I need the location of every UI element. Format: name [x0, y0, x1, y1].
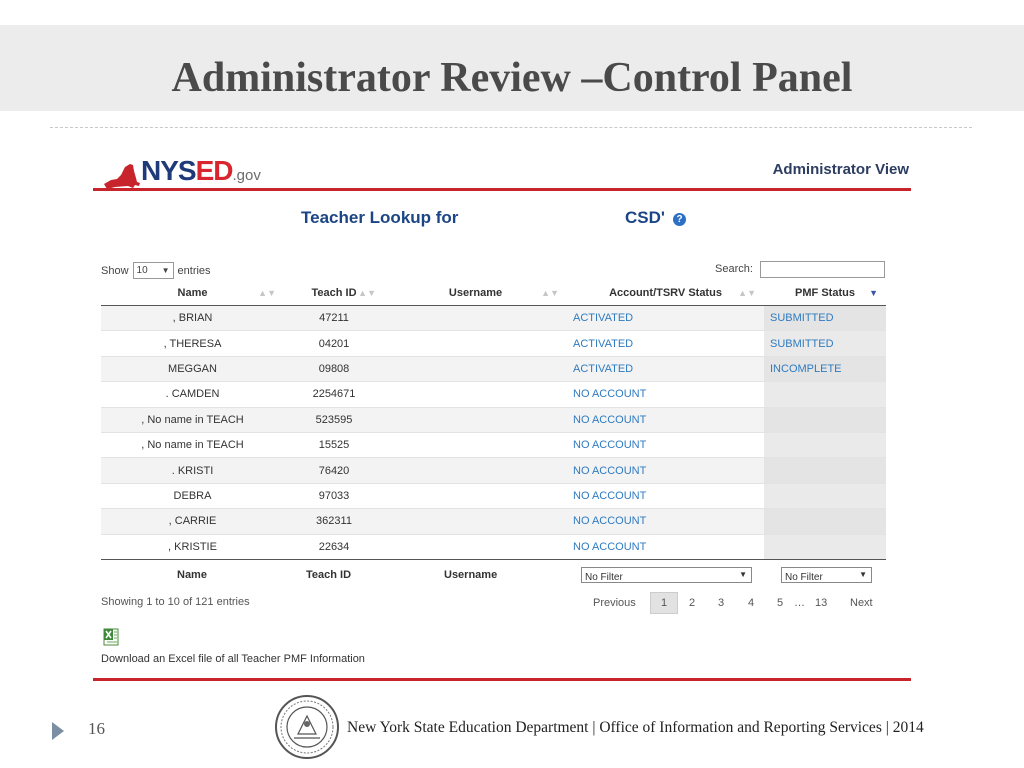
cell-name: , No name in TEACH	[101, 432, 284, 457]
cell-name: , KRISTIE	[101, 534, 284, 559]
dropdown-arrow-icon: ▼	[859, 570, 867, 579]
nysed-logo[interactable]	[103, 156, 261, 190]
table-row[interactable]	[101, 483, 886, 508]
show-label: Show	[101, 264, 129, 277]
page-ellipsis: …	[794, 597, 805, 609]
cell-account-status[interactable]: NO ACCOUNT	[567, 534, 764, 559]
search-input[interactable]	[760, 261, 885, 278]
administrator-view-label: Administrator View	[772, 161, 909, 178]
previous-button[interactable]: Previous	[593, 597, 636, 609]
ny-state-map-icon	[103, 162, 141, 190]
cell-teach-id: 362311	[284, 509, 384, 534]
cell-teach-id: 2254671	[284, 382, 384, 407]
pmf-status-filter[interactable]: No Filter ▼	[781, 567, 872, 583]
cell-username	[384, 331, 567, 356]
cell-name: DEBRA	[101, 483, 284, 508]
cell-username	[384, 356, 567, 381]
column-header-username[interactable]: Username ▲▼	[384, 281, 567, 306]
cell-account-status[interactable]: NO ACCOUNT	[567, 432, 764, 457]
table-header-row	[101, 281, 886, 306]
next-button[interactable]: Next	[850, 597, 873, 609]
cell-account-status[interactable]: NO ACCOUNT	[567, 509, 764, 534]
slide-footer: New York State Education Department | Office of Information and Reporting Services | 2014	[347, 719, 924, 736]
logo-ed: ED	[195, 155, 233, 186]
page-button-3[interactable]: 3	[718, 597, 725, 609]
cell-pmf-status[interactable]	[764, 509, 886, 534]
download-excel-link[interactable]: Download an Excel file of all Teacher PMF Information	[101, 653, 365, 665]
account-status-filter[interactable]: No Filter ▼	[581, 567, 752, 583]
cell-name: , BRIAN	[101, 306, 284, 331]
cell-pmf-status[interactable]: INCOMPLETE	[764, 356, 886, 381]
cell-pmf-status[interactable]	[764, 407, 886, 432]
cell-pmf-status[interactable]	[764, 432, 886, 457]
pagination-info: Showing 1 to 10 of 121 entries	[101, 596, 250, 608]
cell-account-status[interactable]: NO ACCOUNT	[567, 407, 764, 432]
table-row[interactable]	[101, 331, 886, 356]
cell-account-status[interactable]: ACTIVATED	[567, 331, 764, 356]
entries-control	[101, 262, 211, 279]
cell-pmf-status[interactable]	[764, 382, 886, 407]
column-header-name[interactable]: Name ▲▼	[101, 281, 284, 306]
table-row[interactable]	[101, 382, 886, 407]
page-button-13[interactable]: 13	[815, 597, 828, 609]
entries-select[interactable]: 10 ▼	[133, 262, 174, 279]
cell-name: , CARRIE	[101, 509, 284, 534]
sort-desc-icon: ▼	[869, 288, 878, 298]
cell-username	[384, 534, 567, 559]
table-row[interactable]	[101, 458, 886, 483]
cell-account-status[interactable]: NO ACCOUNT	[567, 382, 764, 407]
logo-gov: .gov	[232, 167, 261, 184]
column-header-teach-id[interactable]: Teach ID ▲▼	[284, 281, 384, 306]
sort-icon: ▲▼	[258, 288, 276, 298]
cell-name: . KRISTI	[101, 458, 284, 483]
cell-username	[384, 306, 567, 331]
help-icon[interactable]: ?	[673, 213, 686, 226]
teacher-table	[101, 281, 886, 560]
cell-name: , No name in TEACH	[101, 407, 284, 432]
cell-account-status[interactable]: NO ACCOUNT	[567, 483, 764, 508]
cell-username	[384, 458, 567, 483]
page-button-1[interactable]: 1	[650, 592, 678, 614]
excel-icon[interactable]	[103, 628, 119, 646]
cell-pmf-status[interactable]: SUBMITTED	[764, 331, 886, 356]
search-label: Search:	[715, 263, 753, 275]
table-row[interactable]	[101, 509, 886, 534]
cell-username	[384, 509, 567, 534]
footer-divider	[93, 678, 911, 681]
table-row[interactable]	[101, 407, 886, 432]
page-button-4[interactable]: 4	[748, 597, 755, 609]
cell-teach-id: 15525	[284, 432, 384, 457]
cell-name: , THERESA	[101, 331, 284, 356]
cell-pmf-status[interactable]	[764, 534, 886, 559]
table-row[interactable]	[101, 534, 886, 559]
screenshot-panel	[93, 140, 913, 690]
table-row[interactable]	[101, 432, 886, 457]
footer-name-label: Name	[177, 569, 207, 581]
cell-teach-id: 09808	[284, 356, 384, 381]
cell-pmf-status[interactable]	[764, 483, 886, 508]
column-header-account-status[interactable]: Account/TSRV Status ▲▼	[567, 281, 764, 306]
teacher-lookup-title: Teacher Lookup for	[301, 208, 459, 227]
cell-teach-id: 97033	[284, 483, 384, 508]
cell-account-status[interactable]: ACTIVATED	[567, 356, 764, 381]
cell-account-status[interactable]: ACTIVATED	[567, 306, 764, 331]
cell-teach-id: 76420	[284, 458, 384, 483]
cell-teach-id: 22634	[284, 534, 384, 559]
table-footer-row	[101, 566, 886, 584]
cell-teach-id: 523595	[284, 407, 384, 432]
slide-title: Administrator Review –Control Panel	[171, 55, 853, 101]
logo-nys: NYS	[141, 155, 196, 186]
cell-name: . CAMDEN	[101, 382, 284, 407]
header-divider	[93, 188, 911, 191]
district-name: CSD'	[625, 208, 665, 227]
dropdown-arrow-icon: ▼	[739, 570, 747, 579]
cell-username	[384, 407, 567, 432]
footer-username-label: Username	[444, 569, 498, 581]
footer-teach-id-label: Teach ID	[306, 569, 352, 581]
nysed-seal-icon	[274, 694, 340, 760]
sort-icon: ▲▼	[541, 288, 559, 298]
cell-name: MEGGAN	[101, 356, 284, 381]
cell-username	[384, 432, 567, 457]
column-header-pmf-status[interactable]: PMF Status ▼	[764, 281, 886, 306]
slide-arrow-icon	[52, 722, 64, 740]
cell-teach-id: 47211	[284, 306, 384, 331]
cell-teach-id: 04201	[284, 331, 384, 356]
cell-pmf-status[interactable]: SUBMITTED	[764, 306, 886, 331]
cell-username	[384, 382, 567, 407]
entries-label: entries	[177, 264, 211, 277]
page-button-5[interactable]: 5	[777, 597, 784, 609]
title-divider	[50, 127, 972, 128]
table-row[interactable]	[101, 356, 886, 381]
sort-icon: ▲▼	[738, 288, 756, 298]
sort-icon: ▲▼	[358, 288, 376, 298]
cell-account-status[interactable]: NO ACCOUNT	[567, 458, 764, 483]
slide-number: 16	[88, 719, 105, 738]
page-button-2[interactable]: 2	[689, 597, 696, 609]
cell-pmf-status[interactable]	[764, 458, 886, 483]
dropdown-arrow-icon: ▼	[161, 266, 170, 275]
table-row[interactable]	[101, 306, 886, 331]
cell-username	[384, 483, 567, 508]
